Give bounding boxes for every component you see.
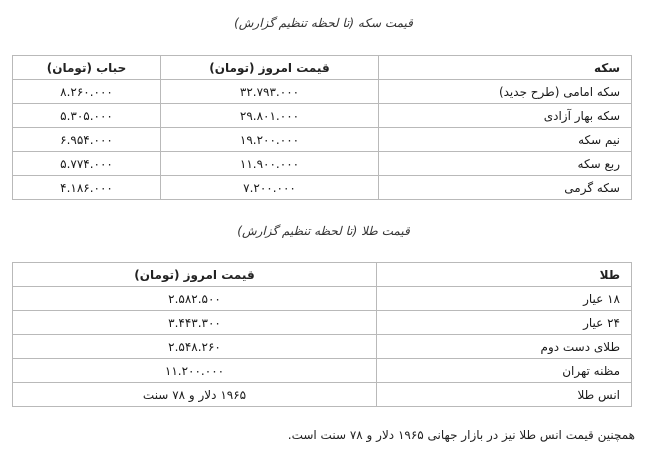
gold-name: ۱۸ عیار: [377, 287, 632, 311]
coin-bubble: ۵.۳۰۵.۰۰۰: [13, 104, 161, 128]
table-row: [13, 311, 632, 335]
column-header-price: قیمت امروز (تومان): [13, 263, 377, 287]
column-header-bubble: حباب (تومان): [13, 56, 161, 80]
coin-name: سکه امامی (طرح جدید): [379, 80, 632, 104]
gold-name: ۲۴ عیار: [377, 311, 632, 335]
coin-bubble: ۶.۹۵۴.۰۰۰: [13, 128, 161, 152]
table-header-row: [13, 263, 632, 287]
table-row: [13, 128, 632, 152]
coin-price: ۲۹.۸۰۱.۰۰۰: [161, 104, 379, 128]
coin-name: سکه بهار آزادی: [379, 104, 632, 128]
gold-name: مظنه تهران: [377, 359, 632, 383]
gold-name: انس طلا: [377, 383, 632, 407]
table-row: [13, 287, 632, 311]
column-header-gold: طلا: [377, 263, 632, 287]
gold-price: ۲.۵۴۸.۲۶۰: [13, 335, 377, 359]
coin-bubble: ۵.۷۷۴.۰۰۰: [13, 152, 161, 176]
gold-price: ۲.۵۸۲.۵۰۰: [13, 287, 377, 311]
gold-price: ۱۱.۲۰۰.۰۰۰: [13, 359, 377, 383]
gold-price-table: [12, 262, 632, 407]
coin-price: ۳۲.۷۹۳.۰۰۰: [161, 80, 379, 104]
coin-price: ۱۹.۲۰۰.۰۰۰: [161, 128, 379, 152]
gold-price: ۳.۴۴۳.۳۰۰: [13, 311, 377, 335]
table-row: [13, 359, 632, 383]
coin-price-table: [12, 55, 632, 200]
coin-price: ۷.۲۰۰.۰۰۰: [161, 176, 379, 200]
coin-name: نیم سکه: [379, 128, 632, 152]
coin-bubble: ۸.۲۶۰.۰۰۰: [13, 80, 161, 104]
coin-price-caption: قیمت سکه (تا لحظه تنظیم گزارش): [234, 16, 413, 30]
gold-ounce-note: همچنین قیمت انس طلا نیز در بازار جهانی ۱۹۶۵ دلار و ۷۸ سنت است.: [287, 428, 635, 442]
coin-price: ۱۱.۹۰۰.۰۰۰: [161, 152, 379, 176]
gold-name: طلای دست دوم: [377, 335, 632, 359]
column-header-price: قیمت امروز (تومان): [161, 56, 379, 80]
table-row: [13, 80, 632, 104]
coin-bubble: ۴.۱۸۶.۰۰۰: [13, 176, 161, 200]
coin-name: سکه گرمی: [379, 176, 632, 200]
gold-price-caption: قیمت طلا (تا لحظه تنظیم گزارش): [237, 224, 410, 238]
column-header-coin: سکه: [379, 56, 632, 80]
gold-price: ۱۹۶۵ دلار و ۷۸ سنت: [13, 383, 377, 407]
table-row: [13, 176, 632, 200]
table-row: [13, 335, 632, 359]
table-row: [13, 383, 632, 407]
table-row: [13, 152, 632, 176]
coin-name: ربع سکه: [379, 152, 632, 176]
table-header-row: [13, 56, 632, 80]
table-row: [13, 104, 632, 128]
